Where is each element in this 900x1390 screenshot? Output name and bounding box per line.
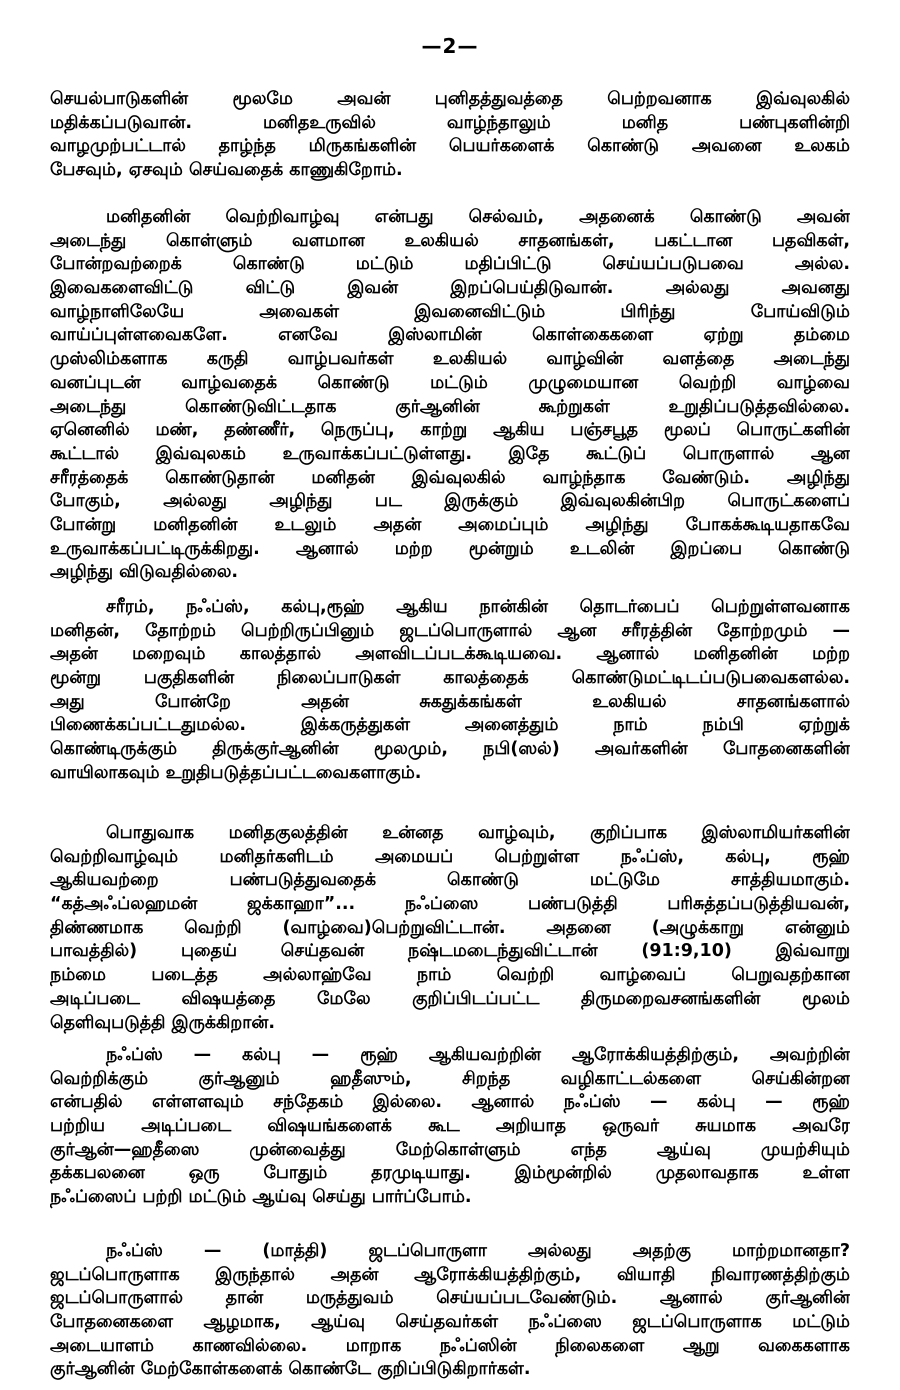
paragraph-3 bbox=[50, 596, 850, 786]
text-line: கொண்டிருக்கும் திருக்குர்ஆனின் மூலமும், நபி(ஸல்) அவர்களின் போதனைகளின் bbox=[50, 739, 850, 760]
text-line: அடையாளம் காணவில்லை. மாறாக நஃப்ஸின் நிலைகளை ஆறு வகைகளாக bbox=[50, 1335, 850, 1356]
text-line: சரீரம், நஃப்ஸ், கல்பு,ரூஹ் ஆகிய நான்கின் தொடர்பைப் பெற்றுள்ளவனாக bbox=[106, 597, 850, 617]
text-line: வாய்ப்புள்ளவைகளே. எனவே இஸ்லாமின் கொள்கைகளை ஏற்று தம்மை bbox=[50, 325, 850, 346]
paragraph-2 bbox=[50, 206, 850, 585]
text-line: பொதுவாக மனிதகுலத்தின் உன்னத வாழ்வும், குறிப்பாக இஸ்லாமியர்களின் bbox=[106, 823, 850, 843]
text-line: மூன்று பகுதிகளின் நிலைப்பாடுகள் காலத்தைக் கொண்டுமட்டிடப்படுபவைகளல்ல. bbox=[50, 668, 850, 689]
text-line: ஆகியவற்றை பண்படுத்துவதைக் கொண்டு மட்டுமே சாத்தியமாகும். bbox=[50, 870, 850, 891]
text-line: ஜடப்பொருளால் தான் மருத்துவம் செய்யப்படவேண்டும். ஆனால் குர்ஆனின் bbox=[50, 1288, 850, 1309]
text-line: குர்ஆன்—ஹதீஸை முன்வைத்து மேற்கொள்ளும் எந்த ஆய்வு முயற்சியும் bbox=[50, 1139, 850, 1160]
text-line: அது போன்றே அதன் சுகதுக்கங்கள் உலகியல் சாதனங்களால் bbox=[50, 691, 850, 712]
text-line: இவைகளைவிட்டு விட்டு இவன் இறப்பெய்திடுவான். அல்லது அவனது bbox=[50, 278, 850, 299]
text-line: தக்கபலனை ஒரு போதும் தரமுடியாது. இம்மூன்றில் முதலாவதாக உள்ள bbox=[50, 1163, 850, 1184]
text-line: என்பதில் எள்ளளவும் சந்தேகம் இல்லை. ஆனால் நஃப்ஸ் — கல்பு — ரூஹ் bbox=[50, 1092, 850, 1113]
text-line: மதிக்கப்படுவான். மனிதஉருவில் வாழ்ந்தாலும் மனித பண்புகளின்றி bbox=[50, 112, 850, 133]
text-line: “கத்அஃப்லஹமன் ஜக்காஹா”... நஃப்ஸை பண்படுத்தி பரிசுத்தப்படுத்தியவன், bbox=[50, 894, 850, 915]
text-line: வெற்றிக்கும் குர்ஆனும் ஹதீஸும், சிறந்த வழிகாட்டல்களை செய்கின்றன bbox=[50, 1068, 850, 1089]
text-line: வாழமுற்பட்டால் தாழ்ந்த மிருகங்களின் பெயர்களைக் கொண்டு அவனை உலகம் bbox=[50, 136, 850, 157]
text-line: பேசவும், ஏசவும் செய்வதைக் காணுகிறோம். bbox=[50, 160, 403, 181]
text-line: உருவாக்கப்பட்டிருக்கிறது. ஆனால் மற்ற மூன்றும் உடலின் இறப்பை கொண்டு bbox=[50, 538, 850, 559]
text-line: போன்றவற்றைக் கொண்டு மட்டும் மதிப்பிட்டு செய்யப்படுபவை அல்ல. bbox=[50, 254, 850, 275]
text-line: போன்று மனிதனின் உடலும் அதன் அமைப்பும் அழிந்து போகக்கூடியதாகவே bbox=[50, 514, 850, 535]
text-line: பிணைக்கப்பட்டதுமல்ல. இக்கருத்துகள் அனைத்தும் நாம் நம்பி ஏற்றுக் bbox=[50, 715, 850, 736]
text-line: நஃப்ஸைப் பற்றி மட்டும் ஆய்வு செய்து பார்ப்போம். bbox=[50, 1187, 472, 1208]
text-line: நஃப்ஸ் — (மாத்தி) ஜடப்பொருளா அல்லது அதற்கு மாற்றமானதா? bbox=[106, 1241, 850, 1261]
text-line: அடைந்து கொள்ளும் வளமான உலகியல் சாதனங்கள், பகட்டான பதவிகள், bbox=[50, 230, 850, 251]
text-line: நஃப்ஸ் — கல்பு — ரூஹ் ஆகியவற்றின் ஆரோக்கியத்திற்கும், அவற்றின் bbox=[106, 1045, 850, 1065]
text-line: பற்றிய அடிப்படை விஷயங்களைக் கூட அறியாத ஒருவர் சுயமாக அவரே bbox=[50, 1116, 850, 1137]
text-line: ஜடப்பொருளாக இருந்தால் அதன் ஆரோக்கியத்திற்கும், வியாதி நிவாரணத்திற்கும் bbox=[50, 1264, 850, 1285]
text-line: திண்ணமாக வெற்றி (வாழ்வை)பெற்றுவிட்டான். அதனை (அழுக்காறு என்னும் bbox=[50, 917, 850, 938]
text-line: குர்ஆனின் மேற்கோள்களைக் கொண்டே குறிப்பிடுகிறார்கள். bbox=[50, 1359, 531, 1380]
text-line: வாழ்நாளிலேயே அவைகள் இவனைவிட்டும் பிரிந்து போய்விடும் bbox=[50, 301, 850, 322]
text-line: அதன் மறைவும் காலத்தால் அளவிடப்படக்கூடியவை. ஆனால் மனிதனின் மற்ற bbox=[50, 644, 850, 665]
text-line: அடைந்து கொண்டுவிட்டதாக குர்ஆனின் கூற்றுகள் உறுதிப்படுத்தவில்லை. bbox=[50, 396, 850, 417]
text-line: ஏனெனில் மண், தண்ணீர், நெருப்பு, காற்று ஆகிய பஞ்சபூத மூலப் பொருட்களின் bbox=[50, 420, 850, 441]
text-line: போகும், அல்லது அழிந்து பட இருக்கும் இவ்வுலகின்பிற பொருட்களைப் bbox=[50, 491, 850, 512]
paragraph-4 bbox=[50, 822, 850, 1035]
text-line: அடிப்படை விஷயத்தை மேலே குறிப்பிடப்பட்ட திருமறைவசனங்களின் மூலம் bbox=[50, 988, 850, 1009]
text-line: செயல்பாடுகளின் மூலமே அவன் புனிதத்துவத்தை பெற்றவனாக இவ்வுலகில் bbox=[50, 89, 850, 109]
text-line: வாயிலாகவும் உறுதிபடுத்தப்பட்டவைகளாகும். bbox=[50, 762, 422, 783]
text-line: போதனைகளை ஆழமாக, ஆய்வு செய்தவர்கள் நஃப்ஸை ஜடப்பொருளாக மட்டும் bbox=[50, 1312, 850, 1333]
paragraph-6 bbox=[50, 1240, 850, 1382]
text-line: முஸ்லிம்களாக கருதி வாழ்பவர்கள் உலகியல் வாழ்வின் வளத்தை அடைந்து bbox=[50, 349, 850, 370]
text-line: சரீரத்தைக் கொண்டுதான் மனிதன் இவ்வுலகில் வாழ்ந்தாக வேண்டும். அழிந்து bbox=[50, 467, 850, 488]
text-line: வனப்புடன் வாழ்வதைக் கொண்டு மட்டும் முழுமையான வெற்றி வாழ்வை bbox=[50, 372, 850, 393]
text-line: பாவத்தில்) புதைய் செய்தவன் நஷ்டமடைந்துவிட்டான் (91:9,10) இவ்வாறு bbox=[50, 941, 850, 962]
text-line: அழிந்து விடுவதில்லை. bbox=[50, 562, 239, 583]
page-number: —2— bbox=[421, 34, 479, 58]
text-line: கூட்டால் இவ்வுலகம் உருவாக்கப்பட்டுள்ளது. இதே கூட்டுப் பொருளால் ஆன bbox=[50, 443, 850, 464]
paragraph-5 bbox=[50, 1044, 850, 1210]
text-line: நம்மை படைத்த அல்லாஹ்வே நாம் வெற்றி வாழ்வைப் பெறுவதற்கான bbox=[50, 965, 850, 986]
text-line: மனிதன், தோற்றம் பெற்றிருப்பினும் ஜடப்பொருளால் ஆன சரீரத்தின் தோற்றமும் — bbox=[50, 620, 850, 641]
text-line: தெளிவுபடுத்தி இருக்கிறான். bbox=[50, 1012, 276, 1033]
paragraph-1 bbox=[50, 88, 850, 183]
text-line: வெற்றிவாழ்வும் மனிதர்களிடம் அமையப் பெற்றுள்ள நஃப்ஸ், கல்பு, ரூஹ் bbox=[50, 846, 850, 867]
text-line: மனிதனின் வெற்றிவாழ்வு என்பது செல்வம், அதனைக் கொண்டு அவன் bbox=[106, 207, 850, 227]
